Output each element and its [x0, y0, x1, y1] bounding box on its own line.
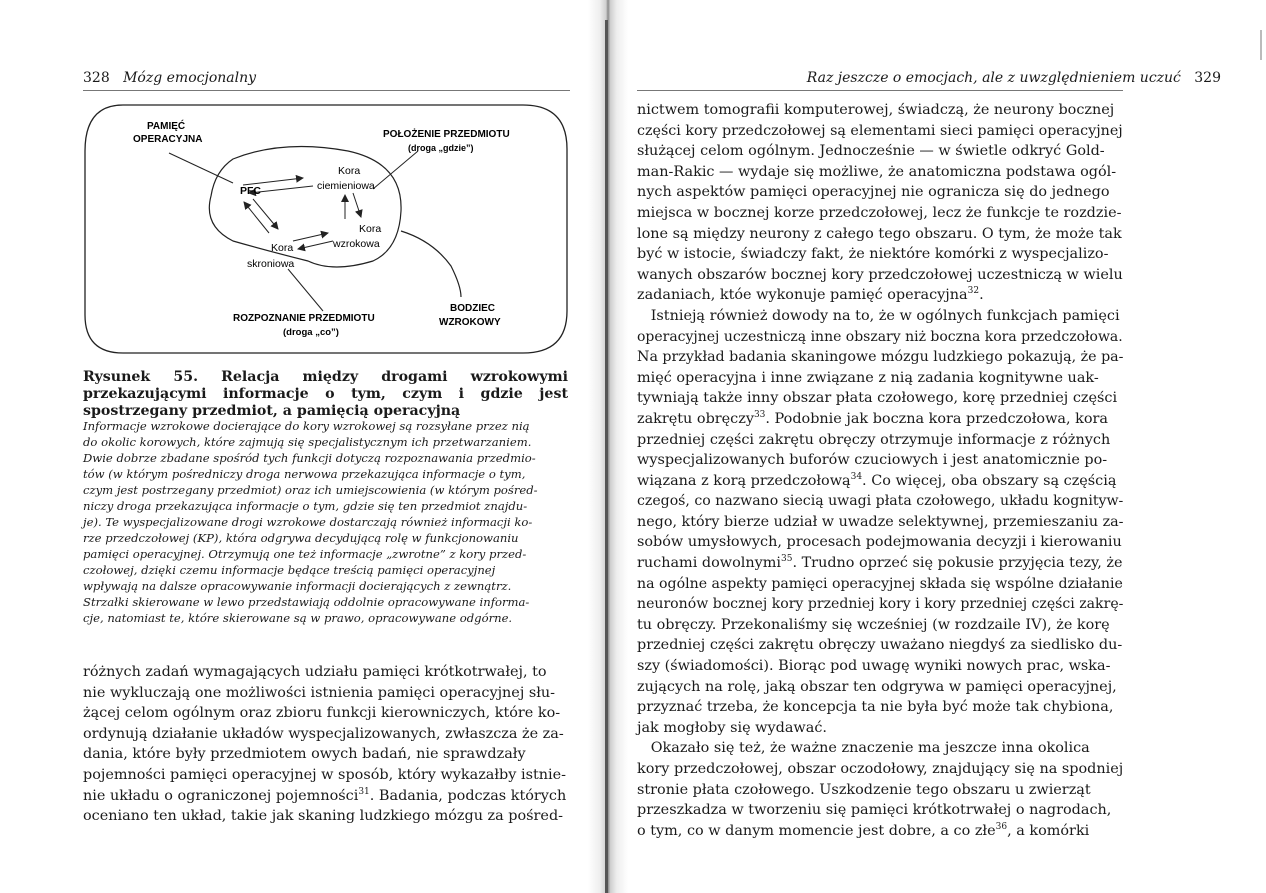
text-line: przyznać trzeba, że koncepcja ta nie była być może tak chybiona, [637, 699, 1114, 716]
label-kora-skr-2: skroniowa [247, 258, 295, 270]
label-kora-ciem-2: ciemieniowa [317, 180, 375, 192]
text-line: żącej celom ogólnym oraz zbioru funkcji kierowniczych, które ko- [83, 705, 561, 722]
text-line: części kory przedczołowej są elementami sieci pamięci operacyjnej [637, 122, 1123, 139]
text-line: czegoś, co nazwano siecią uwagi płata czołowego, układu kognityw- [637, 493, 1124, 510]
text-line: służącej celom ogólnym. Jednocześnie — w świetle odkryć Gold- [637, 143, 1105, 160]
label-wzrokowy: WZROKOWY [439, 317, 501, 328]
label-operacyjna: OPERACYJNA [133, 134, 203, 145]
text-line: o tym, co w danym momencie jest dobre, a co złe$^{36}$, a komórki [637, 821, 1090, 839]
text-line: pojemności pamięci operacyjnej w sposób, który wykazałby istnie- [83, 766, 566, 783]
text-line: nictwem tomografii komputerowej, świadczą, że neurony bocznej [637, 102, 1115, 118]
arrow-temporal-to-pfc [244, 202, 269, 233]
text-line: wanych obszarów bocznej kory przedczołowej uczestniczą w wielu [637, 266, 1123, 283]
caption-line: czym jest postrzegany przedmiot) oraz ich umiejscowienia (w którym pośred- [83, 483, 538, 497]
text-line: lone są między neurony z całego tego obszaru. O tym, że może tak [637, 225, 1122, 242]
label-pfc: PFC [240, 185, 261, 197]
caption-line: Dwie dobrze zbadane spośród tych funkcji dotyczą rozpoznawania przedmio- [83, 451, 536, 465]
text-line: przeszkadza w tworzeniu się pamięci krótkotrwałej o nagrodach, [637, 802, 1112, 819]
text-line: wiązana z korą przedczołową$^{34}$. Co więcej, oba obszary są częścią [637, 471, 1117, 489]
text-line: man-Rakic — wydaje się możliwe, że anatomiczna podstawa ogól- [637, 163, 1117, 180]
rozpoznanie-pointer [288, 269, 323, 311]
text-line: ordynują działanie układów wyspecjalizowanych, zwłaszcza że za- [83, 725, 564, 742]
caption-line: cje, natomiast te, które skierowane są w prawo, opracowywane odgórne. [83, 611, 513, 625]
text-line: neuronów bocznej kory przedniej kory i kory przedniej części zakrę- [637, 596, 1124, 613]
text-line: zujących na rolę, jaką obszar ten odgrywa w pamięci operacyjnej, [637, 678, 1117, 695]
text-line: sobów umysłowych, procesach podejmowania decyzji i kierowaniu [637, 534, 1122, 551]
text-line: przedniej części zakrętu obręczy uważano niegdyś za siedlisko du- [637, 637, 1123, 654]
caption-line: je). Te wyspecjalizowane drogi wzrokowe dostarczają również informacji ko- [83, 515, 533, 529]
caption-line: rze przedczołowej (KP), która odgrywa decydującą rolę w funkcjonowaniu [83, 531, 519, 545]
left-page [0, 0, 600, 893]
arrow-pfc-to-temporal [253, 199, 278, 229]
text-line: być w istocie, świadczy fakt, że niektóre komórki z wyspecjalizo- [637, 246, 1109, 263]
footnote-ref: 36 [995, 821, 1008, 832]
text-line: dania, które były przedmiotem owych badań, nie sprawdzały [83, 746, 526, 763]
text-line: kory przedczołowej, obszar oczodołowy, znajdujący się na spodniej [637, 761, 1124, 777]
label-kora-ciem-1: Kora [338, 165, 361, 177]
gutter-shadow [605, 20, 608, 893]
left-page-number: 328 [83, 70, 110, 86]
text-line: przedniej części zakrętu obręczy otrzymuje informacje z różnych [637, 431, 1111, 448]
label-droga-gdzie: (droga „gdzie”) [408, 143, 474, 153]
left-header-rule [83, 90, 570, 91]
label-pamiec: PAMIĘĆ [147, 121, 186, 132]
figure-55 [83, 101, 568, 357]
right-page-number: 329 [1194, 70, 1221, 86]
text-line: nie układu o ograniczonej pojemności$^{31}$. Badania, podczas których [83, 786, 567, 804]
text-line: zadaniach, któe wykonuje pamięć operacyjna$^{32}$. [637, 286, 984, 304]
footnote-ref: 31 [358, 786, 370, 797]
label-kora-wz-2: wzrokowa [333, 238, 380, 250]
label-droga-co: (droga „co”) [283, 327, 339, 338]
label-kora-wz-1: Kora [359, 223, 382, 235]
caption-line: wpływają na dalsze opracowywanie informacji docierających z zewnątrz. [83, 579, 512, 593]
footnote-ref: 33 [753, 410, 766, 421]
text-line: nego, który bierze udział w uwadze selektywnej, przemieszaniu za- [637, 513, 1124, 530]
right-running-head [807, 70, 1221, 86]
text-line: ruchami dowolnymi$^{35}$. Trudno oprzeć się pokusie przyjęcia tezy, że [637, 554, 1123, 572]
figure-caption-body [83, 418, 568, 626]
right-body-text [637, 100, 1123, 841]
text-line: jak mogłoby się wydawać. [637, 719, 827, 736]
right-running-title: Raz jeszcze o emocjach, ale z uwzględnieniem uczuć [806, 70, 1181, 86]
caption-line: pamięci operacyjnej. Otrzymują one też informacje „zwrotne” z kory przed- [83, 547, 527, 561]
caption-line: czołowej, dzięki czemu informacje będące treścią pamięci operacyjnej [83, 563, 496, 577]
text-line: nie wykluczają one możliwości istnienia pamięci operacyjnej słu- [83, 684, 556, 701]
label-kora-skr-1: Kora [271, 242, 294, 254]
text-line: mięć operacyjna i inne związane z nią zadania kognitywne uak- [637, 369, 1099, 386]
edge-mark [1260, 30, 1262, 60]
text-line: Na przykład badania skaningowe mózgu ludzkiego pokazują, że pa- [637, 349, 1124, 366]
caption-line: do okolic korowych, które zajmują się specjalistycznym ich przetwarzaniem. [83, 435, 532, 449]
footnote-ref: 35 [780, 554, 793, 565]
label-polozenie: POŁOŻENIE PRZEDMIOTU [383, 129, 510, 140]
caption-line: Strzałki skierowane w lewo przedstawiają oddolnie opracowywane informa- [83, 595, 530, 609]
caption-line: Informacje wzrokowe docierające do kory wzrokowej są rozsyłane przez nią [83, 419, 530, 433]
label-bodziec: BODZIEC [450, 303, 495, 314]
text-line: stronie płata czołowego. Uszkodzenie tego obszaru u zwierząt [637, 781, 1091, 798]
label-rozpoznanie: ROZPOZNANIE PRZEDMIOTU [233, 313, 375, 324]
text-line: różnych zadań wymagających udziału pamięci krótkotrwałej, to [83, 664, 547, 680]
caption-line: niczy droga przekazująca informacje o tym, gdzie się ten przedmiot znajdu- [83, 499, 528, 513]
right-header-rule [637, 90, 1123, 91]
text-line: Istnieją również dowody na to, że w ogólnych funkcjach pamięci [637, 307, 1120, 324]
left-body-text [83, 662, 568, 827]
footnote-ref: 34 [850, 471, 863, 482]
left-running-head [83, 70, 256, 86]
text-line: Okazało się też, że ważne znaczenie ma jeszcze inna okolica [637, 740, 1090, 757]
caption-line: tów (w którym pośredniczy droga nerwowa przekazująca informacje o tym, [83, 467, 526, 481]
text-line: oceniano ten układ, takie jak skaning ludzkiego mózgu za pośred- [83, 808, 564, 825]
text-line: miejsca w bocznej korze przedczołowej, lecz że funkcje te rozdzie- [637, 204, 1122, 221]
text-line: zakrętu obręczy$^{33}$. Podobnie jak boczna kora przedczołowa, kora [637, 410, 1108, 427]
text-line: operacyjnej uczestniczą inne obszary niż boczna kora przedczołowa. [637, 328, 1123, 345]
left-running-title: Mózg emocjonalny [123, 70, 257, 86]
stimulus-curve [401, 231, 461, 297]
text-line: wyspecjalizowanych buforów czuciowych i jest anatomicznie po- [637, 452, 1108, 469]
text-line: szy (świadomości). Biorąc pod uwagę wyniki nowych prac, wska- [637, 658, 1111, 675]
arrow-temporal-to-visual [293, 233, 328, 241]
figure-diagram [83, 101, 568, 357]
footnote-ref: 32 [967, 286, 980, 297]
text-line: tywniają także inny obszar płata czołowego, korę przedniej części [637, 390, 1118, 407]
figure-caption-title: Rysunek 55. Relacja między drogami wzrokowymi przekazującymi informacje o tym, czym i gdzie jest spostrzegany przedmiot, a pamięcią operacyjną [83, 369, 568, 419]
arrow-visual-to-temporal [298, 241, 333, 249]
text-line: na ogólne aspekty pamięci operacyjnej składa się wspólne działanie [637, 575, 1123, 592]
arrow-pfc-to-parietal [243, 178, 303, 185]
arrow-parietal-to-visual [353, 193, 361, 217]
text-line: nych aspektów pamięci operacyjnej nie ogranicza się do jednego [637, 184, 1110, 201]
text-line: tu obręczy. Przekonaliśmy się wcześniej (w rozdzaile IV), że korę [637, 616, 1110, 633]
